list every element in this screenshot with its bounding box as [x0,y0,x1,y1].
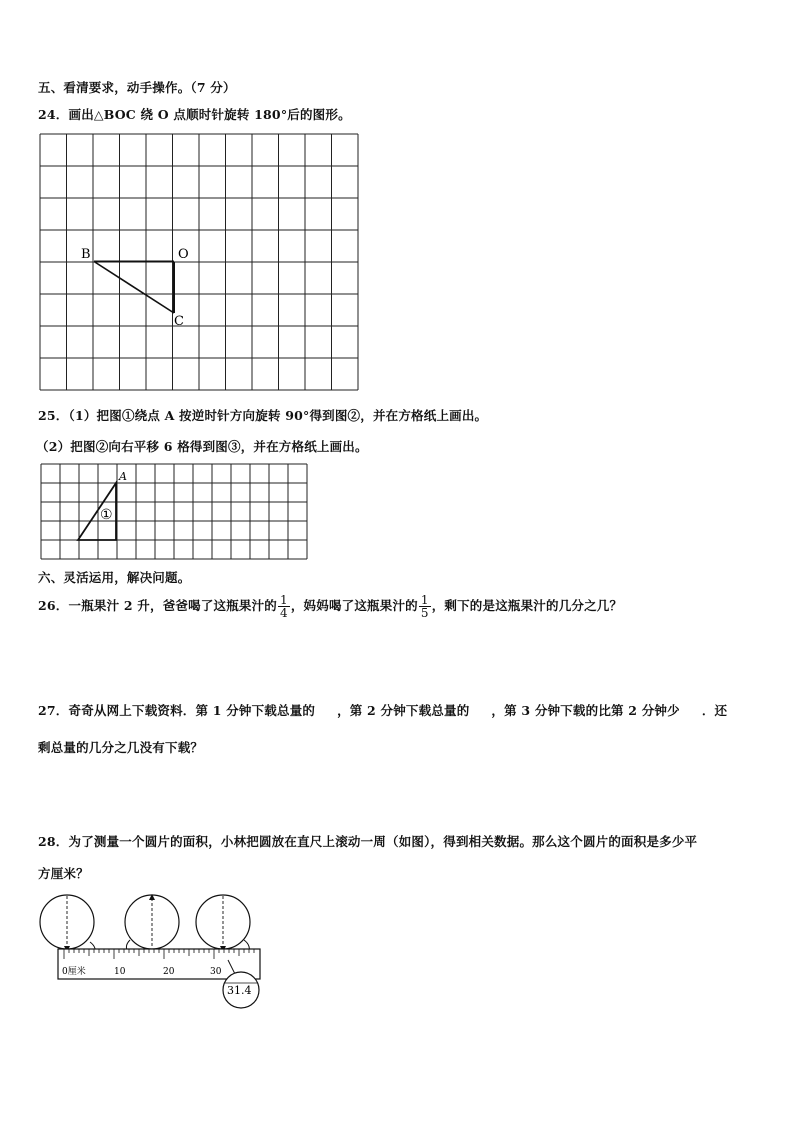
q27-part-1: 27．奇奇从网上下载资料．第 1 分钟下载总量的 [38,703,316,718]
question-28-line-1: 28．为了测量一个圆片的面积，小林把圆放在直尺上滚动一周（如图），得到相关数据。那么这个圆片的面积是多少平 [38,834,698,849]
q27-part-3: ，第 3 分钟下载的比第 2 分钟少 [491,703,680,718]
q24-segment-bc [94,262,174,314]
ruler-label-zero: 0厘米 [62,967,86,977]
q26-fraction-2 [419,594,431,619]
q24-label-o: O [178,247,189,262]
section-5-title: 五、看清要求，动手操作。（7 分） [38,80,236,95]
section-6-title: 六、灵活运用，解决问题。 [38,570,191,585]
ruler-label-10: 10 [114,967,126,977]
q26-pre: 26．一瓶果汁 2 升，爸爸喝了这瓶果汁的 [38,598,277,613]
ruler-label-30: 30 [210,967,222,977]
q26-fraction-2-denominator: 5 [420,606,429,620]
question-28-line-2: 方厘米？ [38,866,89,881]
q24-label-b: B [81,247,91,262]
question-24-text: 24．画出△BOC 绕 O 点顺时针旋转 180°后的图形。 [38,107,351,122]
question-25-part-2: （2）把图②向右平移 6 格得到图③，并在方格纸上画出。 [36,439,368,454]
q24-grid-figure [38,133,362,391]
q27-part-2: ，第 2 分钟下载总量的 [337,703,470,718]
question-26-text [38,594,622,619]
q26-fraction-1 [278,594,290,619]
reading-value: 31.4 [227,984,252,997]
question-25-part-1: 25．（1）把图①绕点 A 按逆时针方向旋转 90°得到图②，并在方格纸上画出。 [38,408,488,423]
q26-fraction-2-numerator: 1 [420,593,429,607]
question-27-line-2: 剩总量的几分之几没有下载？ [38,740,204,755]
q25-label-a: A [119,470,127,483]
q27-part-4: ．还 [701,703,728,718]
q26-post: ，剩下的是这瓶果汁的几分之几？ [431,598,623,613]
ruler-label-20: 20 [163,967,175,977]
q28-ruler-figure [38,890,270,1014]
q26-fraction-1-denominator: 4 [280,606,288,620]
q26-mid: ，妈妈喝了这瓶果汁的 [290,598,418,613]
q24-label-c: C [174,314,184,329]
q26-fraction-1-numerator: 1 [280,593,288,607]
q25-grid-figure [40,463,308,561]
q25-shape-label: ① [100,507,113,523]
question-27-line-1 [38,701,727,719]
